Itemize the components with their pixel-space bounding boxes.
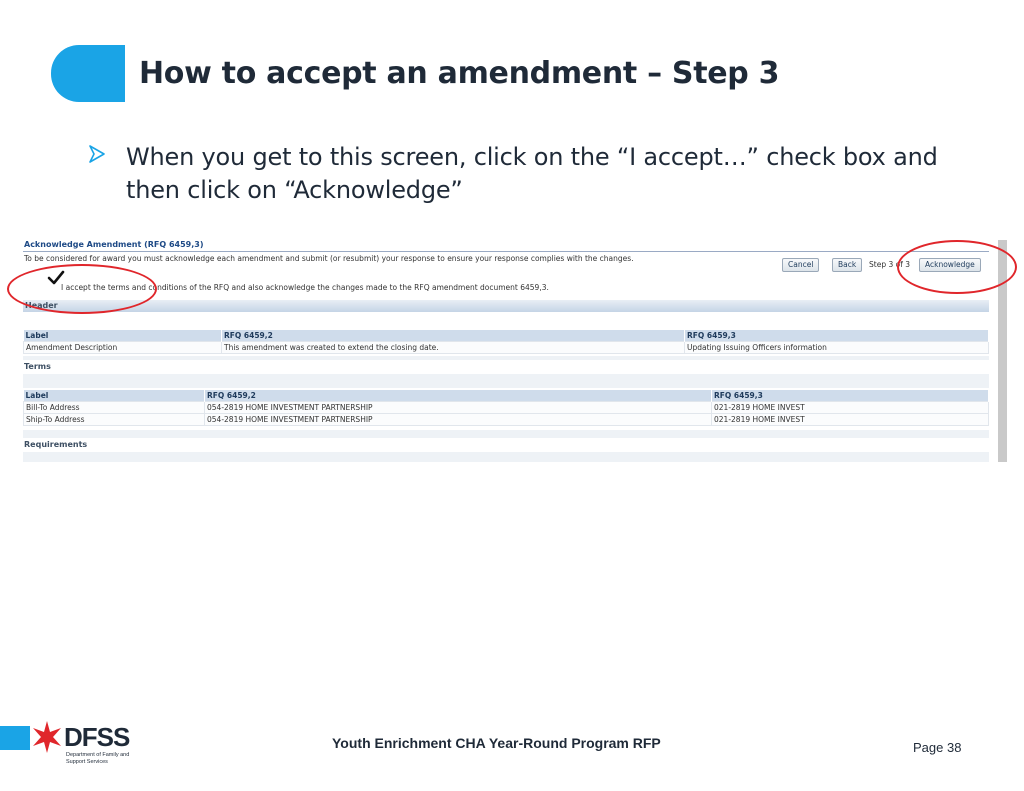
table-cell: Updating Issuing Officers information xyxy=(685,342,989,354)
section-separator xyxy=(23,374,989,388)
terms-table xyxy=(23,390,989,426)
logo-subtitle: Department of Family and Support Services xyxy=(66,752,130,765)
table-cell: 054-2819 HOME INVESTMENT PARTNERSHIP xyxy=(205,402,712,414)
table-cell: Bill-To Address xyxy=(24,402,205,414)
table-cell: 054-2819 HOME INVESTMENT PARTNERSHIP xyxy=(205,414,712,426)
column-header: RFQ 6459,3 xyxy=(685,330,989,342)
title-divider xyxy=(23,251,989,252)
column-header: RFQ 6459,2 xyxy=(222,330,685,342)
acknowledge-button[interactable]: Acknowledge xyxy=(919,258,981,272)
step-indicator: Step 3 of 3 xyxy=(869,260,911,269)
embedded-screenshot xyxy=(23,238,1007,462)
column-header: Label xyxy=(24,330,222,342)
table-cell: This amendment was created to extend the closing date. xyxy=(222,342,685,354)
screen-instruction: To be considered for award you must acknowledge each amendment and submit (or resubmit) your response to ensure your response complies with the changes. xyxy=(24,254,634,263)
column-header: RFQ 6459,2 xyxy=(205,390,712,402)
logo-accent-bar xyxy=(0,726,30,750)
dfss-logo xyxy=(0,720,130,770)
header-section-label: Header xyxy=(25,301,58,310)
table-row xyxy=(24,402,989,414)
bullet-text: When you get to this screen, click on the “I accept…” check box and then click on “Acknowledge” xyxy=(126,143,938,204)
slide-title: How to accept an amendment – Step 3 xyxy=(139,56,780,91)
back-button[interactable]: Back xyxy=(832,258,862,272)
arrow-bullet-icon xyxy=(88,145,106,163)
title-accent-shape xyxy=(51,45,125,102)
table-cell: Amendment Description xyxy=(24,342,222,354)
table-cell: Ship-To Address xyxy=(24,414,205,426)
section-separator xyxy=(23,452,989,462)
table-row xyxy=(24,342,989,354)
bullet-item xyxy=(88,141,948,207)
highlight-circle-acknowledge xyxy=(897,240,1017,294)
star-icon xyxy=(30,720,64,754)
footer-program-title: Youth Enrichment CHA Year-Round Program RFP xyxy=(332,735,661,751)
header-table xyxy=(23,330,989,354)
page-number: Page 38 xyxy=(913,740,962,755)
accept-terms-label: I accept the terms and conditions of the RFQ and also acknowledge the changes made to the RFQ amendment document 6459,3. xyxy=(61,283,549,292)
column-header: RFQ 6459,3 xyxy=(712,390,989,402)
table-cell: 021-2819 HOME INVEST xyxy=(712,414,989,426)
header-section-bar xyxy=(23,300,989,312)
table-row xyxy=(24,414,989,426)
highlight-circle-checkbox xyxy=(7,264,157,314)
table-cell: 021-2819 HOME INVEST xyxy=(712,402,989,414)
terms-section-label: Terms xyxy=(24,362,51,371)
screen-title: Acknowledge Amendment (RFQ 6459,3) xyxy=(24,240,204,249)
logo-wordmark: DFSS xyxy=(64,722,130,752)
cancel-button[interactable]: Cancel xyxy=(782,258,819,272)
requirements-section-label: Requirements xyxy=(24,440,88,449)
section-separator xyxy=(23,430,989,438)
section-separator xyxy=(23,356,989,360)
column-header: Label xyxy=(24,390,205,402)
